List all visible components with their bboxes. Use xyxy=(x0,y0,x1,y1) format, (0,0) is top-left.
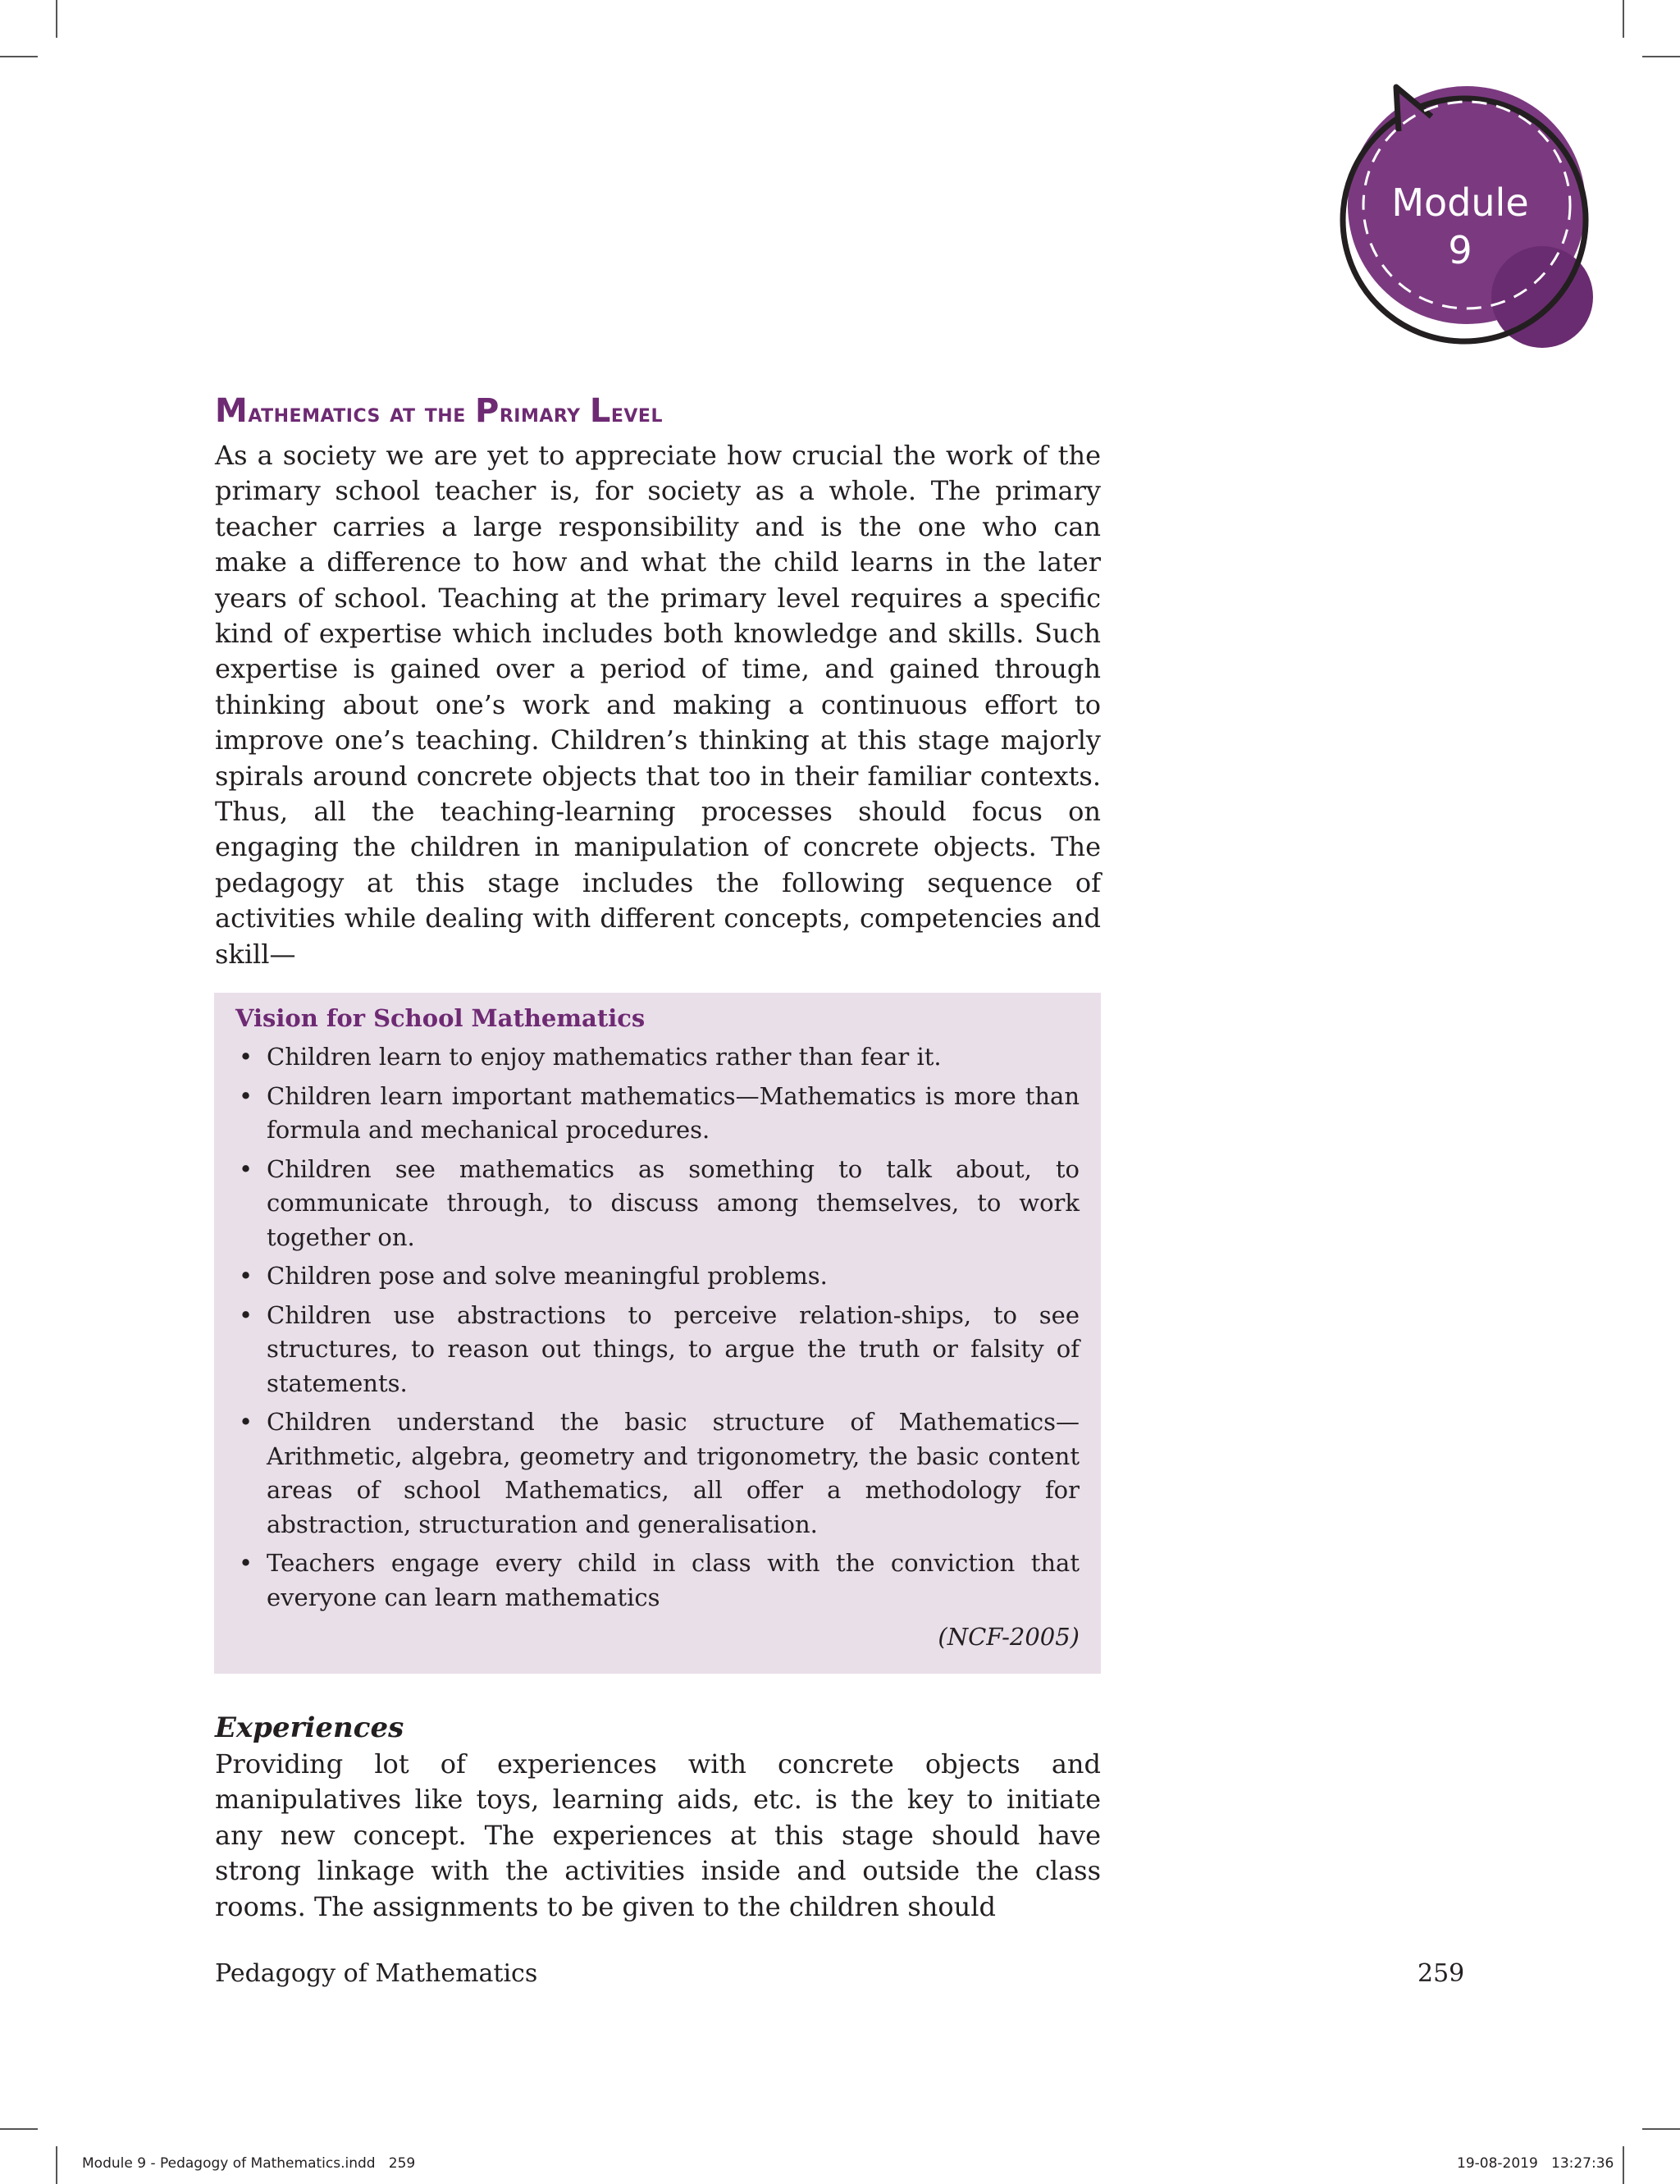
vision-item-text: Teachers engage every child in class with the conviction that everyone can learn mathematics xyxy=(267,1549,1080,1611)
vision-list-item xyxy=(235,1299,1080,1401)
slug-timestamp: 19-08-2019 13:27:36 xyxy=(1457,2155,1614,2172)
crop-mark-bottom-right-h xyxy=(1642,2128,1680,2130)
bullet-icon: • xyxy=(239,1081,253,1110)
module-label xyxy=(1337,179,1583,274)
section-title-part: evel xyxy=(610,399,663,428)
footer-book-title: Pedagogy of Mathematics xyxy=(215,1959,538,1988)
intro-paragraph: As a society we are yet to appreciate how crucial the work of the primary school teacher is, for society as a whole. The primary teacher carries a large responsibility and is the one who can make a difference to how and what the child learns in the later years of school. Teaching at the primary level requires a specific kind of expertise which includes both knowledge and skills. Such expertise is gained over a period of time, and gained through thinking about one’s work and making a continuous effort to improve one’s teaching. Children’s thinking at this stage majorly spirals around concrete objects that too in their familiar contexts. Thus, all the teaching-learning processes should focus on engaging the children in manipulation of concrete objects. The pedagogy at this stage includes the following sequence of activities while dealing with different concepts, competencies and skill— xyxy=(215,440,1101,970)
vision-list-item xyxy=(235,1040,1080,1075)
module-number: 9 xyxy=(1448,228,1472,272)
vision-box xyxy=(214,993,1101,1674)
crop-mark-bottom-left-v xyxy=(56,2146,57,2184)
vision-list xyxy=(235,1040,1080,1620)
section-title-part: P xyxy=(475,392,500,430)
vision-list-item xyxy=(235,1153,1080,1255)
vision-list-item xyxy=(235,1259,1080,1294)
section-title xyxy=(215,392,663,430)
vision-item-text: Children use abstractions to perceive relation-ships, to see structures, to reason out things, to argue the truth or falsity of statements. xyxy=(267,1300,1080,1397)
section-title-part: M xyxy=(215,392,249,430)
vision-item-text: Children pose and solve meaningful problems. xyxy=(267,1262,828,1290)
section-title-part: rimary xyxy=(499,399,590,428)
crop-mark-top-right-h xyxy=(1642,56,1680,57)
section-title-part: athematics at the xyxy=(248,399,476,428)
bullet-icon: • xyxy=(239,1300,253,1329)
experiences-heading: Experiences xyxy=(215,1711,404,1744)
bullet-icon: • xyxy=(239,1408,253,1436)
module-word: Module xyxy=(1391,180,1529,225)
bullet-icon: • xyxy=(239,1262,253,1290)
crop-mark-top-right-v xyxy=(1623,0,1624,38)
vision-list-item xyxy=(235,1080,1080,1148)
vision-list-item xyxy=(235,1405,1080,1542)
bullet-icon: • xyxy=(239,1154,253,1183)
vision-item-text: Children learn important mathematics—Mathematics is more than formula and mechanical procedures. xyxy=(267,1081,1080,1144)
vision-list-item xyxy=(235,1547,1080,1615)
bullet-icon: • xyxy=(239,1043,253,1071)
vision-item-text: Children understand the basic structure of Mathematics—Arithmetic, algebra, geometry and trigonometry, the basic content areas of school Mathematics, all offer a methodology for abstraction, structuration and generalisation. xyxy=(267,1408,1080,1538)
crop-mark-bottom-right-v xyxy=(1623,2146,1624,2184)
crop-mark-top-left-v xyxy=(56,0,57,38)
slug-file-name: Module 9 - Pedagogy of Mathematics.indd 259 xyxy=(82,2155,416,2172)
vision-title: Vision for School Mathematics xyxy=(235,1004,646,1032)
page-number: 259 xyxy=(1418,1959,1465,1988)
vision-item-text: Children see mathematics as something to talk about, to communicate through, to discuss among themselves, to work together on. xyxy=(267,1154,1080,1251)
citation: (NCF-2005) xyxy=(938,1623,1080,1651)
experiences-paragraph: Providing lot of experiences with concrete objects and manipulatives like toys, learning aids, etc. is the key to initiate any new concept. The experiences at this stage should have strong linkage with the activities inside and outside the class rooms. The assignments to be given to the children should xyxy=(215,1748,1101,1922)
crop-mark-bottom-left-h xyxy=(0,2128,38,2130)
crop-mark-top-left-h xyxy=(0,56,38,57)
section-title-part: L xyxy=(589,392,611,430)
bullet-icon: • xyxy=(239,1549,253,1577)
vision-item-text: Children learn to enjoy mathematics rather than fear it. xyxy=(267,1043,942,1071)
